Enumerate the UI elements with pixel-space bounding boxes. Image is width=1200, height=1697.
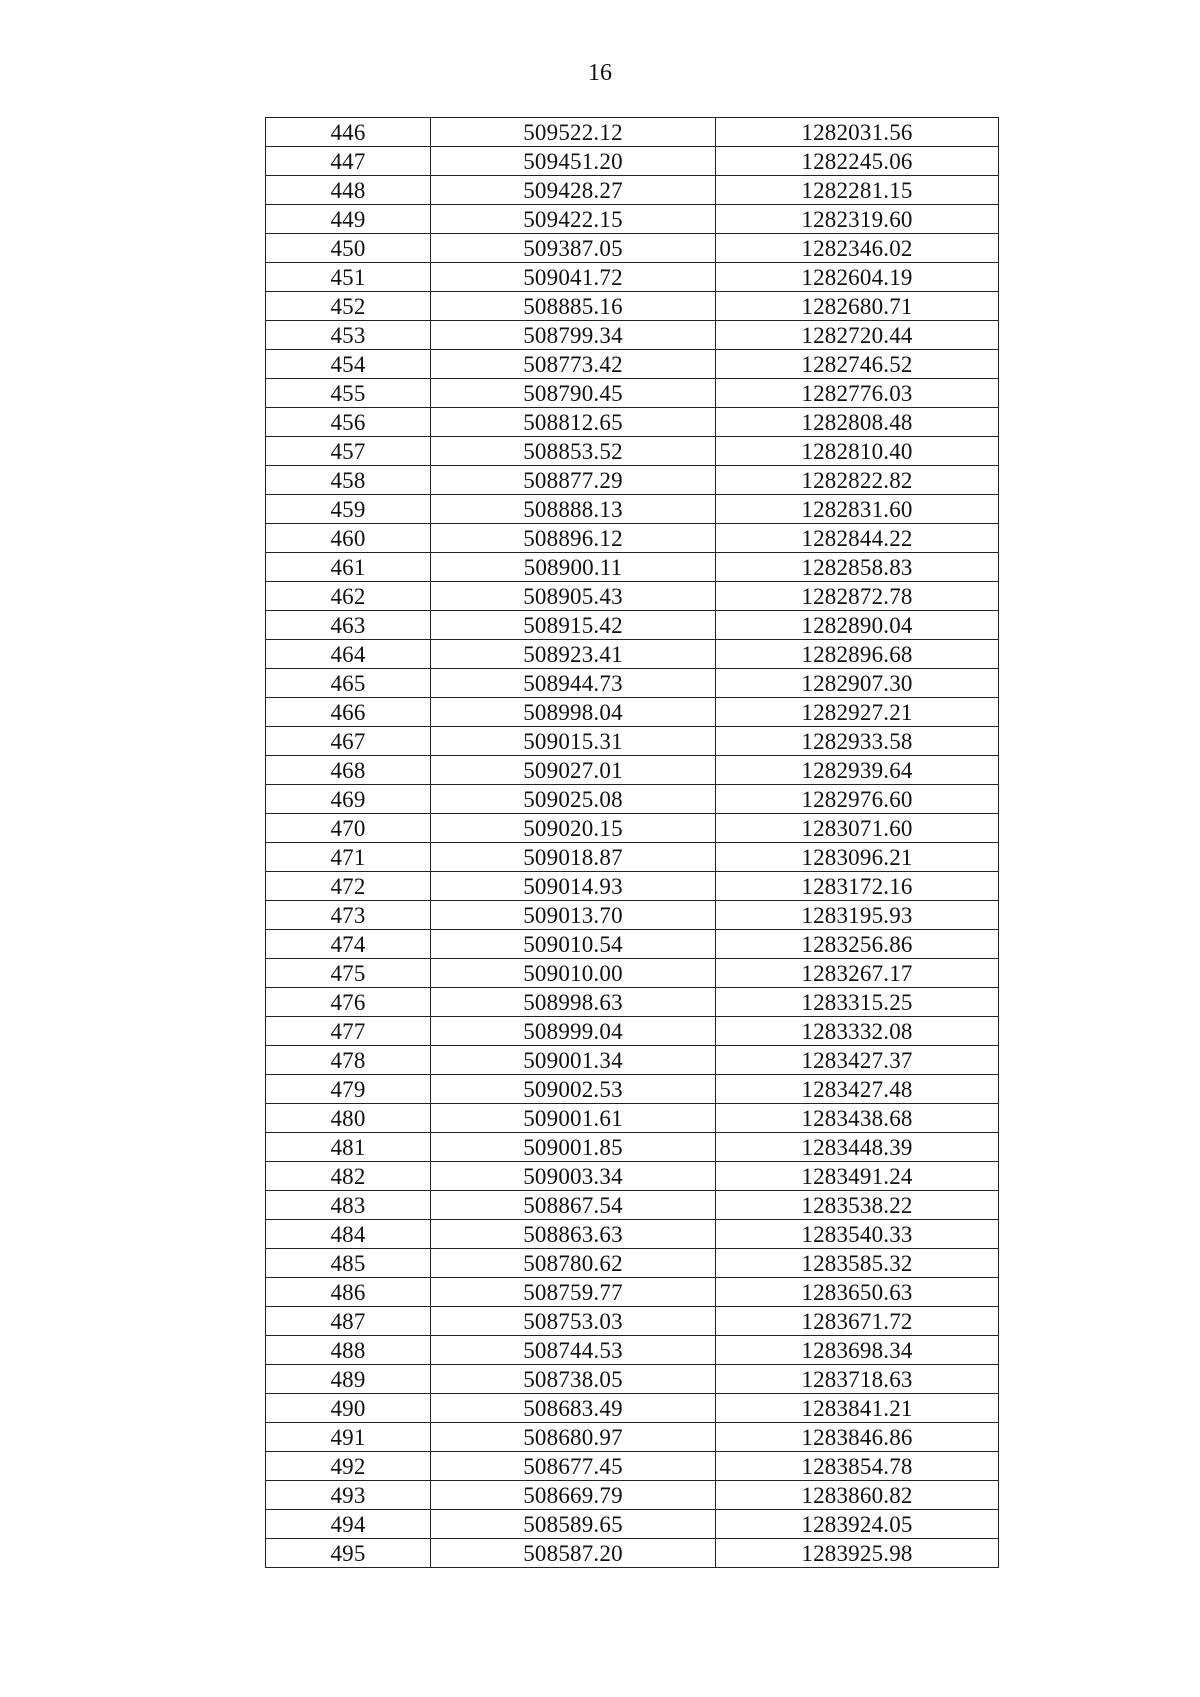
table-row <box>266 640 999 669</box>
point-number-cell: 488 <box>266 1336 431 1365</box>
table-row <box>266 1278 999 1307</box>
x-coordinate-cell: 509451.20 <box>431 147 716 176</box>
y-coordinate-cell: 1283925.98 <box>716 1539 999 1568</box>
table-row <box>266 553 999 582</box>
x-coordinate-cell: 508677.45 <box>431 1452 716 1481</box>
x-coordinate-cell: 509013.70 <box>431 901 716 930</box>
table-row <box>266 611 999 640</box>
point-number-cell: 492 <box>266 1452 431 1481</box>
y-coordinate-cell: 1283538.22 <box>716 1191 999 1220</box>
y-coordinate-cell: 1282976.60 <box>716 785 999 814</box>
table-row <box>266 292 999 321</box>
point-number-cell: 469 <box>266 785 431 814</box>
table-row <box>266 437 999 466</box>
y-coordinate-cell: 1283448.39 <box>716 1133 999 1162</box>
x-coordinate-cell: 509001.34 <box>431 1046 716 1075</box>
y-coordinate-cell: 1283491.24 <box>716 1162 999 1191</box>
x-coordinate-cell: 509041.72 <box>431 263 716 292</box>
table-row <box>266 1307 999 1336</box>
y-coordinate-cell: 1282872.78 <box>716 582 999 611</box>
point-number-cell: 458 <box>266 466 431 495</box>
point-number-cell: 460 <box>266 524 431 553</box>
y-coordinate-cell: 1282319.60 <box>716 205 999 234</box>
x-coordinate-cell: 508896.12 <box>431 524 716 553</box>
y-coordinate-cell: 1282907.30 <box>716 669 999 698</box>
x-coordinate-cell: 508923.41 <box>431 640 716 669</box>
x-coordinate-cell: 509001.61 <box>431 1104 716 1133</box>
y-coordinate-cell: 1283427.48 <box>716 1075 999 1104</box>
x-coordinate-cell: 509014.93 <box>431 872 716 901</box>
x-coordinate-cell: 509387.05 <box>431 234 716 263</box>
table-row <box>266 785 999 814</box>
table-row <box>266 1452 999 1481</box>
y-coordinate-cell: 1283315.25 <box>716 988 999 1017</box>
x-coordinate-cell: 508998.04 <box>431 698 716 727</box>
y-coordinate-cell: 1283841.21 <box>716 1394 999 1423</box>
x-coordinate-cell: 509018.87 <box>431 843 716 872</box>
table-row <box>266 1133 999 1162</box>
x-coordinate-cell: 508589.65 <box>431 1510 716 1539</box>
point-number-cell: 495 <box>266 1539 431 1568</box>
y-coordinate-cell: 1282933.58 <box>716 727 999 756</box>
y-coordinate-cell: 1282890.04 <box>716 611 999 640</box>
table-row <box>266 988 999 1017</box>
table-row <box>266 1046 999 1075</box>
x-coordinate-cell: 509010.00 <box>431 959 716 988</box>
x-coordinate-cell: 508680.97 <box>431 1423 716 1452</box>
table-row <box>266 669 999 698</box>
point-number-cell: 467 <box>266 727 431 756</box>
point-number-cell: 486 <box>266 1278 431 1307</box>
table-row <box>266 1394 999 1423</box>
point-number-cell: 446 <box>266 118 431 147</box>
x-coordinate-cell: 509422.15 <box>431 205 716 234</box>
table-row <box>266 1336 999 1365</box>
x-coordinate-cell: 508683.49 <box>431 1394 716 1423</box>
x-coordinate-cell: 508863.63 <box>431 1220 716 1249</box>
point-number-cell: 477 <box>266 1017 431 1046</box>
y-coordinate-cell: 1283332.08 <box>716 1017 999 1046</box>
table-row <box>266 118 999 147</box>
table-row <box>266 814 999 843</box>
table-row <box>266 1249 999 1278</box>
y-coordinate-cell: 1283540.33 <box>716 1220 999 1249</box>
table-row <box>266 727 999 756</box>
x-coordinate-cell: 509010.54 <box>431 930 716 959</box>
x-coordinate-cell: 509015.31 <box>431 727 716 756</box>
table-row <box>266 872 999 901</box>
y-coordinate-cell: 1282746.52 <box>716 350 999 379</box>
table-row <box>266 408 999 437</box>
table-row <box>266 524 999 553</box>
table-row <box>266 901 999 930</box>
point-number-cell: 476 <box>266 988 431 1017</box>
table-row <box>266 147 999 176</box>
x-coordinate-cell: 508790.45 <box>431 379 716 408</box>
point-number-cell: 474 <box>266 930 431 959</box>
point-number-cell: 472 <box>266 872 431 901</box>
table-row <box>266 234 999 263</box>
y-coordinate-cell: 1283172.16 <box>716 872 999 901</box>
table-row <box>266 176 999 205</box>
y-coordinate-cell: 1282680.71 <box>716 292 999 321</box>
table-row <box>266 1510 999 1539</box>
point-number-cell: 487 <box>266 1307 431 1336</box>
point-number-cell: 483 <box>266 1191 431 1220</box>
x-coordinate-cell: 508867.54 <box>431 1191 716 1220</box>
x-coordinate-cell: 509027.01 <box>431 756 716 785</box>
table-row <box>266 1162 999 1191</box>
table-row <box>266 1481 999 1510</box>
point-number-cell: 451 <box>266 263 431 292</box>
table-row <box>266 756 999 785</box>
x-coordinate-cell: 509001.85 <box>431 1133 716 1162</box>
point-number-cell: 490 <box>266 1394 431 1423</box>
point-number-cell: 465 <box>266 669 431 698</box>
y-coordinate-cell: 1283256.86 <box>716 930 999 959</box>
x-coordinate-cell: 508738.05 <box>431 1365 716 1394</box>
x-coordinate-cell: 508744.53 <box>431 1336 716 1365</box>
y-coordinate-cell: 1283427.37 <box>716 1046 999 1075</box>
coordinates-table <box>265 117 999 1568</box>
x-coordinate-cell: 508885.16 <box>431 292 716 321</box>
x-coordinate-cell: 508944.73 <box>431 669 716 698</box>
point-number-cell: 456 <box>266 408 431 437</box>
y-coordinate-cell: 1282346.02 <box>716 234 999 263</box>
y-coordinate-cell: 1282844.22 <box>716 524 999 553</box>
x-coordinate-cell: 508915.42 <box>431 611 716 640</box>
table-row <box>266 379 999 408</box>
point-number-cell: 485 <box>266 1249 431 1278</box>
x-coordinate-cell: 508587.20 <box>431 1539 716 1568</box>
point-number-cell: 453 <box>266 321 431 350</box>
point-number-cell: 455 <box>266 379 431 408</box>
point-number-cell: 480 <box>266 1104 431 1133</box>
point-number-cell: 463 <box>266 611 431 640</box>
y-coordinate-cell: 1282896.68 <box>716 640 999 669</box>
x-coordinate-cell: 509002.53 <box>431 1075 716 1104</box>
point-number-cell: 479 <box>266 1075 431 1104</box>
y-coordinate-cell: 1283071.60 <box>716 814 999 843</box>
y-coordinate-cell: 1283854.78 <box>716 1452 999 1481</box>
y-coordinate-cell: 1282939.64 <box>716 756 999 785</box>
table-row <box>266 1075 999 1104</box>
y-coordinate-cell: 1282776.03 <box>716 379 999 408</box>
point-number-cell: 489 <box>266 1365 431 1394</box>
x-coordinate-cell: 509025.08 <box>431 785 716 814</box>
point-number-cell: 457 <box>266 437 431 466</box>
y-coordinate-cell: 1282822.82 <box>716 466 999 495</box>
point-number-cell: 448 <box>266 176 431 205</box>
x-coordinate-cell: 508773.42 <box>431 350 716 379</box>
table-row <box>266 959 999 988</box>
table-row <box>266 1365 999 1394</box>
y-coordinate-cell: 1282720.44 <box>716 321 999 350</box>
table-row <box>266 582 999 611</box>
x-coordinate-cell: 508998.63 <box>431 988 716 1017</box>
table-row <box>266 1017 999 1046</box>
point-number-cell: 449 <box>266 205 431 234</box>
point-number-cell: 475 <box>266 959 431 988</box>
point-number-cell: 473 <box>266 901 431 930</box>
point-number-cell: 478 <box>266 1046 431 1075</box>
y-coordinate-cell: 1282245.06 <box>716 147 999 176</box>
y-coordinate-cell: 1283671.72 <box>716 1307 999 1336</box>
point-number-cell: 452 <box>266 292 431 321</box>
x-coordinate-cell: 508759.77 <box>431 1278 716 1307</box>
table-row <box>266 843 999 872</box>
table-row <box>266 205 999 234</box>
y-coordinate-cell: 1283718.63 <box>716 1365 999 1394</box>
point-number-cell: 462 <box>266 582 431 611</box>
y-coordinate-cell: 1283650.63 <box>716 1278 999 1307</box>
table-row <box>266 321 999 350</box>
table-row <box>266 1539 999 1568</box>
point-number-cell: 461 <box>266 553 431 582</box>
table-row <box>266 466 999 495</box>
table-row <box>266 698 999 727</box>
point-number-cell: 484 <box>266 1220 431 1249</box>
y-coordinate-cell: 1283846.86 <box>716 1423 999 1452</box>
x-coordinate-cell: 509428.27 <box>431 176 716 205</box>
page-number: 16 <box>588 60 612 86</box>
point-number-cell: 482 <box>266 1162 431 1191</box>
y-coordinate-cell: 1282031.56 <box>716 118 999 147</box>
y-coordinate-cell: 1282858.83 <box>716 553 999 582</box>
y-coordinate-cell: 1282831.60 <box>716 495 999 524</box>
point-number-cell: 481 <box>266 1133 431 1162</box>
point-number-cell: 494 <box>266 1510 431 1539</box>
x-coordinate-cell: 508999.04 <box>431 1017 716 1046</box>
y-coordinate-cell: 1283195.93 <box>716 901 999 930</box>
coordinates-table-body <box>266 118 999 1568</box>
x-coordinate-cell: 508753.03 <box>431 1307 716 1336</box>
table-row <box>266 1220 999 1249</box>
point-number-cell: 454 <box>266 350 431 379</box>
y-coordinate-cell: 1282604.19 <box>716 263 999 292</box>
y-coordinate-cell: 1283698.34 <box>716 1336 999 1365</box>
point-number-cell: 493 <box>266 1481 431 1510</box>
y-coordinate-cell: 1283267.17 <box>716 959 999 988</box>
y-coordinate-cell: 1283096.21 <box>716 843 999 872</box>
point-number-cell: 471 <box>266 843 431 872</box>
x-coordinate-cell: 508799.34 <box>431 321 716 350</box>
table-row <box>266 350 999 379</box>
point-number-cell: 459 <box>266 495 431 524</box>
x-coordinate-cell: 509020.15 <box>431 814 716 843</box>
x-coordinate-cell: 508669.79 <box>431 1481 716 1510</box>
table-row <box>266 930 999 959</box>
x-coordinate-cell: 508900.11 <box>431 553 716 582</box>
point-number-cell: 464 <box>266 640 431 669</box>
point-number-cell: 470 <box>266 814 431 843</box>
x-coordinate-cell: 508905.43 <box>431 582 716 611</box>
table-row <box>266 263 999 292</box>
table-row <box>266 1191 999 1220</box>
x-coordinate-cell: 508888.13 <box>431 495 716 524</box>
point-number-cell: 491 <box>266 1423 431 1452</box>
x-coordinate-cell: 509522.12 <box>431 118 716 147</box>
y-coordinate-cell: 1283585.32 <box>716 1249 999 1278</box>
y-coordinate-cell: 1283860.82 <box>716 1481 999 1510</box>
y-coordinate-cell: 1282281.15 <box>716 176 999 205</box>
x-coordinate-cell: 509003.34 <box>431 1162 716 1191</box>
point-number-cell: 447 <box>266 147 431 176</box>
x-coordinate-cell: 508812.65 <box>431 408 716 437</box>
point-number-cell: 466 <box>266 698 431 727</box>
x-coordinate-cell: 508853.52 <box>431 437 716 466</box>
table-row <box>266 1423 999 1452</box>
y-coordinate-cell: 1283438.68 <box>716 1104 999 1133</box>
point-number-cell: 450 <box>266 234 431 263</box>
y-coordinate-cell: 1282927.21 <box>716 698 999 727</box>
y-coordinate-cell: 1282810.40 <box>716 437 999 466</box>
x-coordinate-cell: 508780.62 <box>431 1249 716 1278</box>
table-row <box>266 495 999 524</box>
y-coordinate-cell: 1283924.05 <box>716 1510 999 1539</box>
point-number-cell: 468 <box>266 756 431 785</box>
y-coordinate-cell: 1282808.48 <box>716 408 999 437</box>
table-row <box>266 1104 999 1133</box>
x-coordinate-cell: 508877.29 <box>431 466 716 495</box>
